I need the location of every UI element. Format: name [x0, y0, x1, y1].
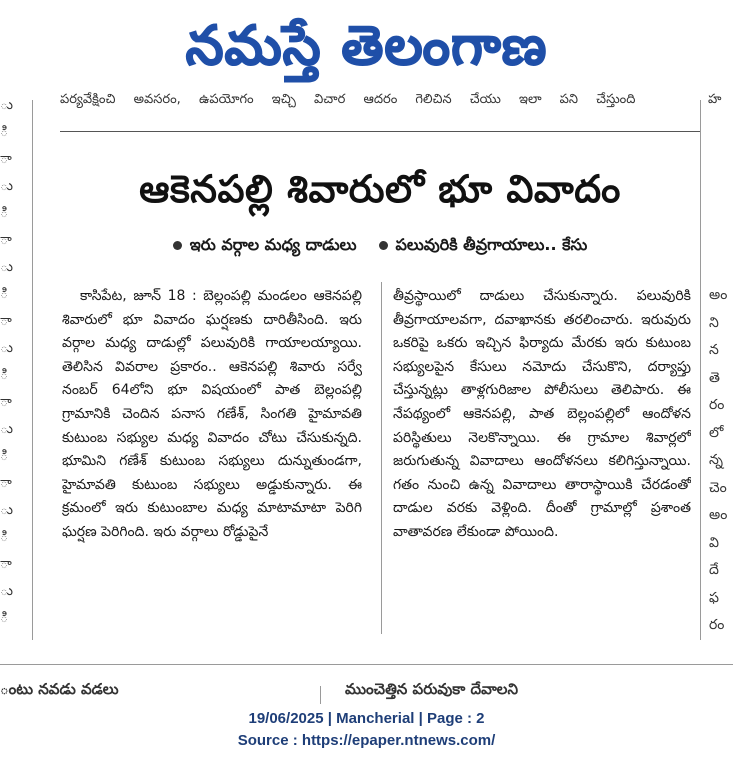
edition-info: 19/06/2025 | Mancherial | Page : 2: [248, 710, 485, 727]
cut-off-column-left: [0, 92, 14, 632]
cut-off-line-right: ఫ: [709, 589, 719, 606]
cut-off-line-left: ా: [0, 313, 12, 329]
cut-off-line-right: రం: [709, 617, 725, 633]
cut-off-line-left: ా: [0, 475, 12, 491]
cut-off-line-left: ి: [0, 205, 9, 221]
cut-off-line-left: ు: [0, 259, 13, 275]
cut-off-line-right: న్న: [709, 452, 723, 468]
article-body-1: కాసిపేట, జూన్ 18 : బెల్లంపల్లి మండలం ఆకెనపల్లి శివారులో భూ వివాదం ఘర్షణకు దారితీసింది. ఇరు వర్గాల మధ్య దాడుల్లో పలువురికి గాయాలయ్యాయి. తెలిసిన వివరాల ప్రకారం.. ఆకెనపల్లి శివారు సర్వే నంబర్ 64లోని భూ విషయంలో పాత బెల్లంపల్లి గ్రామానికి చెందిన పనాస గణేశ్, సింగతి హైమావతి కుటుంబ సభ్యుల మధ్య వివాదం చోటు చేసుకున్నది. భూమిని గణేశ్ కుటుంబ సభ్యులు దున్నుతుండగా, హైమావతి కుటుంబ సభ్యులు అడ్డుకున్నారు. ఈ క్రమంలో ఇరు కుటుంబాల మధ్య మాటామాటా పెరిగి ఘర్షణ పెరిగింది. ఇరు వర్గాలు రోడ్డుపైనే: [62, 288, 362, 540]
cut-off-line-left: ా: [0, 151, 12, 167]
article-column-rule: [381, 282, 382, 634]
article-column-2: [393, 285, 691, 635]
cut-off-line-left: ి: [0, 124, 9, 140]
article-column-1: [62, 285, 362, 635]
cut-off-line-right: అం: [709, 507, 728, 523]
cut-off-line-left: ా: [0, 232, 12, 248]
cut-off-line-left: ి: [0, 367, 9, 383]
subhead-2: [379, 235, 588, 258]
cut-off-line-right: న: [709, 342, 719, 358]
bottom-column-rule: [320, 686, 321, 704]
subhead-2-text: పలువురికి తీవ్రగాయాలు.. కేసు: [395, 234, 588, 254]
cut-off-line-right: వి: [709, 534, 719, 551]
cut-off-line-right: దే: [709, 562, 719, 578]
cut-off-line-left: ు: [0, 340, 13, 356]
cut-off-line-right: లో: [709, 424, 724, 441]
cut-off-text-top: పర్యవేక్షించి అవసరం, ఉపయోగం ఇచ్చి విచార ఆదరం గెలిచిన చేయు ఇలా పని చేస్తుంది: [60, 92, 636, 107]
article-body-2: తీవ్రస్థాయిలో దాడులు చేసుకున్నారు. పలువురికి తీవ్రగాయాలవగా, దవాఖానకు తరలించారు. ఇరువురు ఒకరిపై ఒకరు ఇచ్చిన ఫిర్యాదు మేరకు ఇరు కుటుంబ సభ్యులపైన కేసులు నమోదు చేసుకొని, దర్యాప్తు చేస్తున్నట్లు తాళ్లగురిజాల పోలీసులు తెలిపారు. ఈ నేపథ్యంలో ఆకెనపల్లి, పాత బెల్లంపల్లిలో ఆందోళన పరిస్థితులు నెలకొన్నాయి. ఈ గ్రామాల శివార్లలో జరుగుతున్న వివాదాలు ఆందోళనలు కలిగిస్తున్నాయి. గతం నుంచి ఉన్న వివాదాలు తారాస్థాయికి చేరడంతో దాడుల వరకు వెళ్లింది. దీంతో గ్రామాల్లో ప్రశాంత వాతావరణ లేకుండా పోయింది.: [393, 288, 691, 540]
cut-off-line-left: ు: [0, 502, 13, 518]
cut-off-line-left: ు: [0, 97, 13, 113]
cut-off-line-left: ు: [0, 178, 13, 194]
cut-off-line-right: చెం: [709, 479, 727, 496]
cut-off-headline-bottom-right: ముంచెత్తిన పరువుకా దేవాలని: [345, 680, 518, 698]
cut-off-line-left: ా: [0, 556, 12, 572]
column-rule-right: [700, 100, 701, 640]
cut-off-line-left: ి: [0, 529, 9, 545]
cut-off-line-left: ి: [0, 286, 9, 302]
article-top-rule: [60, 131, 700, 132]
cut-off-line-right: తె: [709, 369, 720, 386]
source-url: Source : https://epaper.ntnews.com/: [237, 732, 496, 749]
cut-off-line-right: అం: [709, 287, 728, 303]
cut-off-column-right: [709, 282, 733, 642]
cut-off-line-left: ి: [0, 610, 9, 626]
masthead: [0, 0, 733, 92]
article-headline: ఆకెనపల్లి శివారులో భూ వివాదం: [139, 167, 621, 211]
newspaper-logo: నమస్తే తెలంగాణ: [185, 14, 548, 77]
cut-off-line-left: ు: [0, 421, 13, 437]
cut-off-line-right: ని: [709, 314, 719, 331]
article-subheads: [70, 232, 690, 260]
subhead-1-text: ఇరు వర్గాల మధ్య దాడులు: [189, 234, 357, 254]
bullet-icon: [379, 241, 388, 250]
cut-off-line-left: ు: [0, 583, 13, 599]
cut-off-headline-bottom-left: ంటు నవడు వడలు: [0, 680, 119, 698]
bullet-icon: [173, 241, 182, 250]
cut-off-line-left: ి: [0, 448, 9, 464]
cut-off-text-top-right: హ: [708, 92, 722, 107]
article-bottom-rule: [0, 664, 733, 665]
cut-off-line-right: రం: [709, 397, 725, 413]
source-footer: [0, 708, 733, 770]
cut-off-line-left: ా: [0, 394, 12, 410]
column-rule-left: [32, 100, 33, 640]
subhead-1: [173, 235, 357, 258]
